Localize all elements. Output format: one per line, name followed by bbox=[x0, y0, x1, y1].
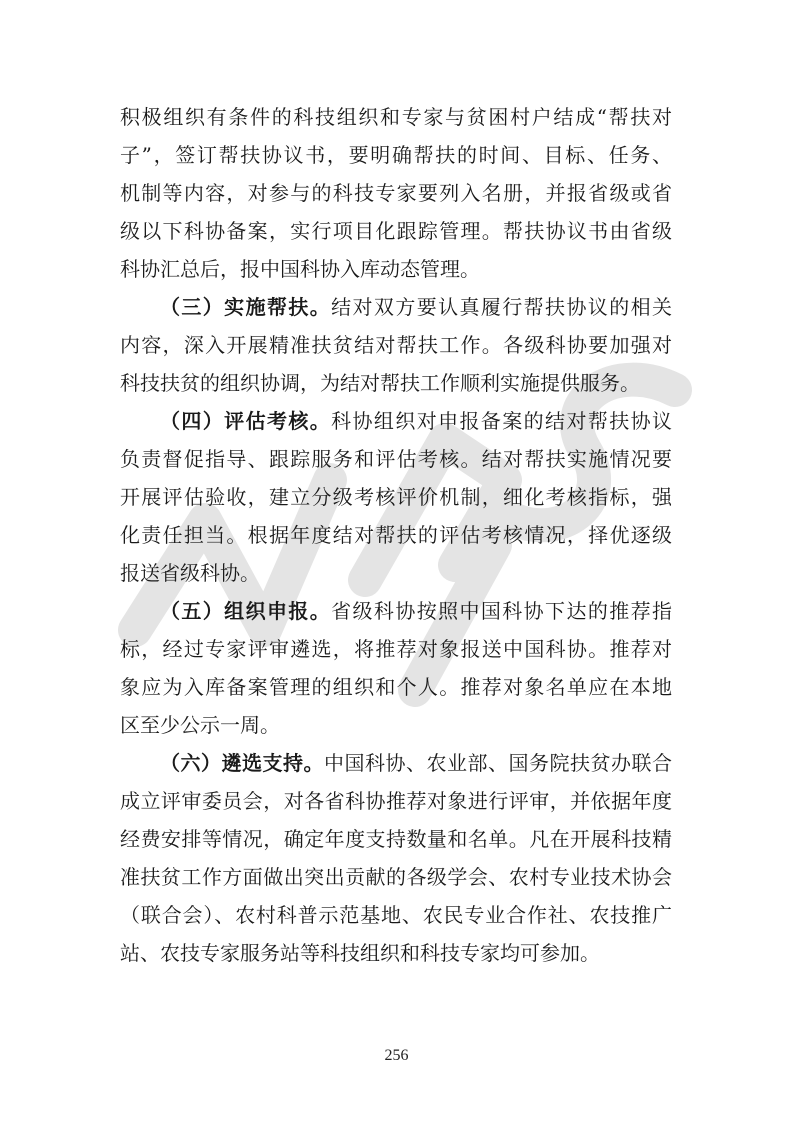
section-heading: （三）实施帮扶。 bbox=[160, 295, 332, 319]
text-line: 报送省级科协。 bbox=[120, 561, 260, 585]
section-heading: （四）评估考核。 bbox=[160, 409, 332, 433]
paragraph-evaluation bbox=[120, 402, 672, 592]
text-line: 开展评估验收，建立分级考核评价机制，细化考核指标，强 bbox=[120, 485, 672, 509]
page-number: 256 bbox=[384, 1047, 409, 1064]
paragraph-1 bbox=[120, 98, 672, 288]
text-line: 积极组织有条件的科技组织和专家与贫困村户结成“帮扶对 bbox=[120, 105, 672, 129]
text-line: （三）实施帮扶。结对双方要认真履行帮扶协议的相关 bbox=[160, 295, 672, 319]
text-line: 负责督促指导、跟踪服务和评估考核。结对帮扶实施情况要 bbox=[120, 447, 672, 471]
text-line: 机制等内容，对参与的科技专家要列入名册，并报省级或省 bbox=[120, 181, 672, 205]
paragraph-implement-assistance bbox=[120, 288, 672, 402]
section-heading: （六）遴选支持。 bbox=[160, 751, 324, 775]
text-line: 子”，签订帮扶协议书，要明确帮扶的时间、目标、任务、 bbox=[120, 143, 672, 167]
text-line: 内容，深入开展精准扶贫结对帮扶工作。各级科协要加强对 bbox=[120, 333, 672, 357]
text-line: 经费安排等情况，确定年度支持数量和名单。凡在开展科技精 bbox=[120, 827, 672, 851]
text-line: 标，经过专家评审遴选，将推荐对象报送中国科协。推荐对 bbox=[120, 637, 672, 661]
text-line: （联合会）、农村科普示范基地、农民专业合作社、农技推广 bbox=[120, 903, 672, 927]
paragraph-selection-support bbox=[120, 744, 672, 972]
text-line: 象应为入库备案管理的组织和个人。推荐对象名单应在本地 bbox=[120, 675, 672, 699]
text-line: （四）评估考核。科协组织对申报备案的结对帮扶协议 bbox=[160, 409, 672, 433]
text-line: （五）组织申报。省级科协按照中国科协下达的推荐指 bbox=[160, 599, 672, 623]
text-line: 站、农技专家服务站等科技组织和科技专家均可参加。 bbox=[120, 941, 600, 965]
text-line: 级以下科协备案，实行项目化跟踪管理。帮扶协议书由省级 bbox=[120, 219, 672, 243]
text-line: 准扶贫工作方面做出突出贡献的各级学会、农村专业技术协会 bbox=[120, 865, 672, 889]
section-heading: （五）组织申报。 bbox=[160, 599, 332, 623]
text-line: 科协汇总后，报中国科协入库动态管理。 bbox=[120, 257, 480, 281]
text-line: 成立评审委员会，对各省科协推荐对象进行评审，并依据年度 bbox=[120, 789, 672, 813]
text-line: 化责任担当。根据年度结对帮扶的评估考核情况，择优逐级 bbox=[120, 523, 672, 547]
paragraph-application bbox=[120, 592, 672, 744]
text-line: （六）遴选支持。中国科协、农业部、国务院扶贫办联合 bbox=[160, 751, 672, 775]
document-body bbox=[120, 98, 672, 972]
text-line: 区至少公示一周。 bbox=[120, 713, 280, 737]
text-line: 科技扶贫的组织协调，为结对帮扶工作顺利实施提供服务。 bbox=[120, 371, 640, 395]
